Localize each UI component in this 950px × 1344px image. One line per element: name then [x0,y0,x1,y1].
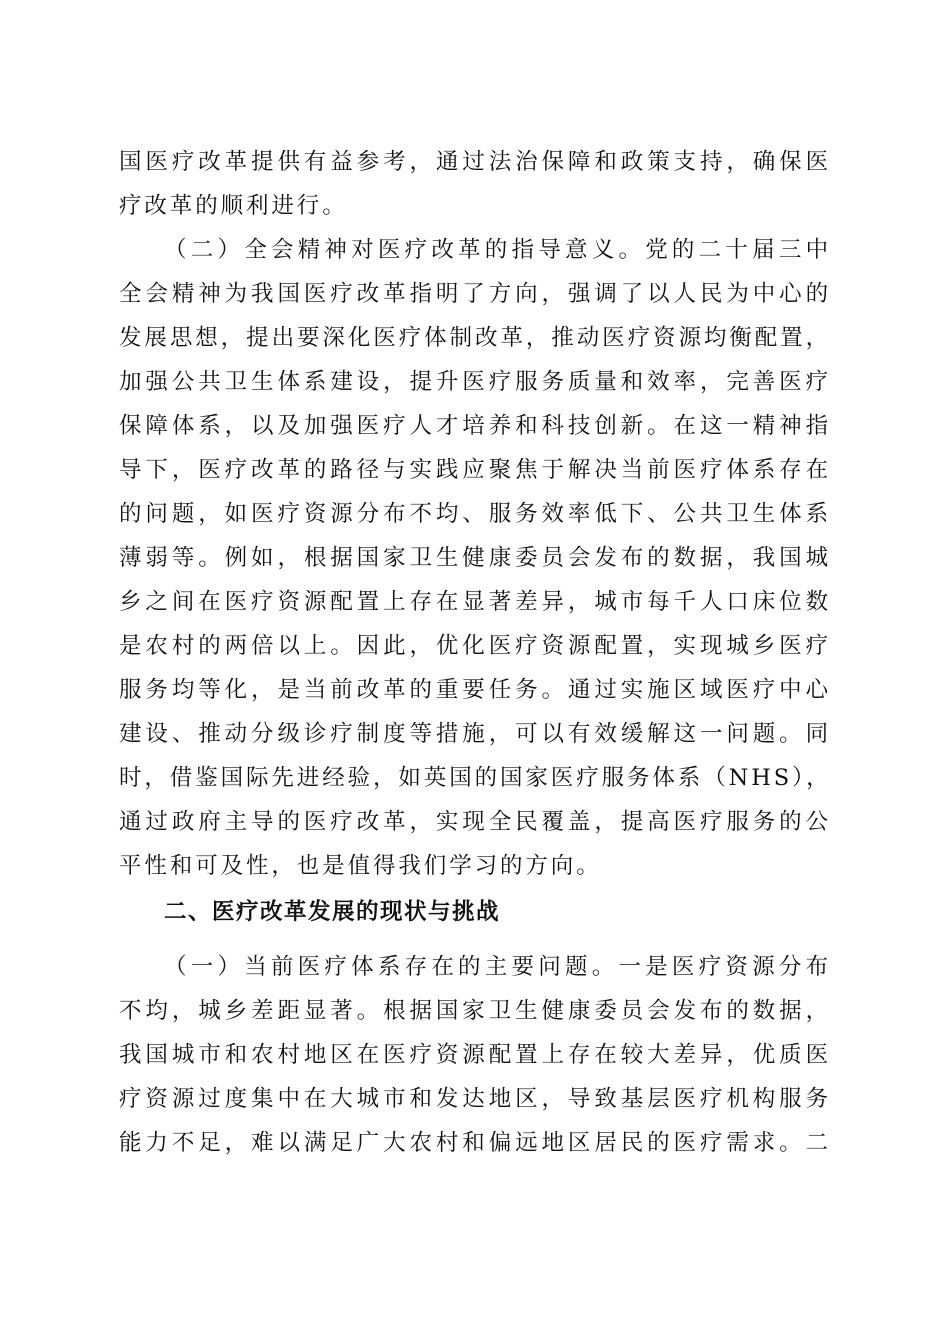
paragraph-line: 发展思想，提出要深化医疗体制改革，推动医疗资源均衡配置， [119,325,831,351]
paragraph-line: 是农村的两倍以上。因此，优化医疗资源配置，实现城乡医疗 [119,633,831,659]
paragraph-line: 我国城市和农村地区在医疗资源配置上存在较大差异，优质医 [119,1042,831,1068]
paragraph-line: 建设、推动分级诊疗制度等措施，可以有效缓解这一问题。同 [119,721,831,747]
paragraph-line: 平性和可及性，也是值得我们学习的方向。 [119,853,602,879]
paragraph-line: 疗改革的顺利进行。 [119,193,348,219]
paragraph-line: 全会精神为我国医疗改革指明了方向，强调了以人民为中心的 [119,281,831,307]
section-heading: 二、医疗改革发展的现状与挑战 [164,899,501,925]
paragraph-line: 服务均等化，是当前改革的重要任务。通过实施区域医疗中心 [119,677,831,703]
paragraph-line: 加强公共卫生体系建设，提升医疗服务质量和效率，完善医疗 [119,369,831,395]
paragraph-line: 不均，城乡差距显著。根据国家卫生健康委员会发布的数据， [119,998,831,1024]
paragraph-line: （二）全会精神对医疗改革的指导意义。党的二十届三中 [164,237,831,263]
paragraph-line: 能力不足，难以满足广大农村和偏远地区居民的医疗需求。二 [119,1130,831,1156]
paragraph-line: 导下，医疗改革的路径与实践应聚焦于解决当前医疗体系存在 [119,457,831,483]
paragraph-line: 的问题，如医疗资源分布不均、服务效率低下、公共卫生体系 [119,501,831,527]
paragraph-line: 通过政府主导的医疗改革，实现全民覆盖，提高医疗服务的公 [119,809,831,835]
paragraph-line: 乡之间在医疗资源配置上存在显著差异，城市每千人口床位数 [119,589,831,615]
paragraph-line: 时，借鉴国际先进经验，如英国的国家医疗服务体系（NHS）， [119,765,832,791]
paragraph-line: 保障体系，以及加强医疗人才培养和科技创新。在这一精神指 [119,413,831,439]
paragraph-line: 薄弱等。例如，根据国家卫生健康委员会发布的数据，我国城 [119,545,831,571]
paragraph-line: 疗资源过度集中在大城市和发达地区，导致基层医疗机构服务 [119,1086,831,1112]
paragraph-line: 国医疗改革提供有益参考，通过法治保障和政策支持，确保医 [119,149,831,175]
paragraph-line: （一）当前医疗体系存在的主要问题。一是医疗资源分布 [164,954,831,980]
